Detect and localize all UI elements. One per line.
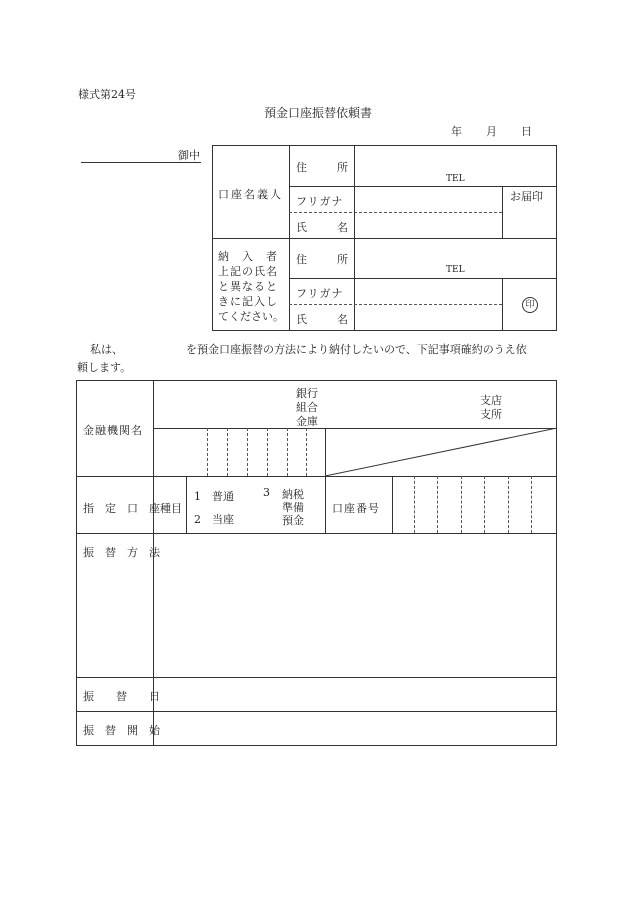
request-text-line1: を預金口座振替の方法により納付したいので、下記事項確約のうえ依 — [186, 343, 527, 356]
bank-row-divider-3 — [76, 677, 557, 678]
payer-name-label: 氏 名 — [296, 313, 348, 326]
account-type-tax-prep-number[interactable]: 3 — [263, 486, 270, 499]
bank-code-dash-1 — [207, 428, 208, 476]
payer-furigana-field[interactable] — [358, 283, 498, 301]
institution-label: 金融機関名 — [83, 424, 143, 437]
addressee-field[interactable] — [82, 148, 172, 162]
seal-mark-text: 印 — [525, 300, 535, 310]
holder-address-field[interactable] — [358, 150, 553, 170]
account-type-tax-prep-line-3[interactable]: 預金 — [282, 514, 304, 527]
holder-name-field[interactable] — [358, 216, 498, 234]
account-number-dash-6 — [531, 476, 532, 533]
transfer-method-field[interactable] — [160, 540, 550, 670]
bank-code-dash-2 — [227, 428, 228, 476]
branch-type-branch: 支店 — [480, 394, 502, 407]
bank-row-divider-2 — [76, 533, 557, 534]
payer-address-field[interactable] — [358, 242, 553, 262]
transfer-date-field[interactable] — [160, 684, 550, 704]
holder-row-divider-1 — [289, 186, 557, 187]
account-holder-label: 口座名義人 — [218, 188, 283, 201]
transfer-method-label: 振 替 方 法 — [83, 546, 160, 559]
transfer-start-label: 振 替 開 始 — [83, 724, 160, 737]
bank-code-dash-3 — [247, 428, 248, 476]
holder-furigana-divider — [289, 212, 502, 213]
branch-name-field[interactable] — [332, 390, 472, 420]
request-text-line2: 頼します。 — [77, 361, 132, 374]
account-type-current[interactable]: 2 当座 — [194, 513, 234, 526]
designated-account-label: 指 定 口 座 — [83, 502, 160, 515]
bank-row-divider-4 — [76, 711, 557, 712]
holder-furigana-label: フリガナ — [296, 195, 344, 208]
bank-type-vault: 金庫 — [296, 415, 318, 428]
account-number-label: 口座番号 — [332, 502, 380, 515]
payer-label-line-3: と異なると — [218, 280, 278, 293]
bank-name-field[interactable] — [160, 390, 288, 420]
type-options-divider — [325, 476, 326, 533]
account-number-dash-1 — [414, 476, 415, 533]
request-text-prefix: 私は、 — [90, 343, 123, 356]
account-type-tax-prep-line-1[interactable]: 納税 — [282, 488, 304, 501]
bank-type-union: 組合 — [296, 401, 318, 414]
holder-name-label: 氏 名 — [296, 221, 348, 234]
account-number-dash-3 — [461, 476, 462, 533]
branch-code-diagonal — [325, 428, 557, 476]
payer-tel-label: TEL — [446, 265, 465, 275]
account-type-tax-prep-line-2[interactable]: 準備 — [282, 501, 304, 514]
payer-label-line-5: てください。 — [218, 310, 284, 323]
seal-label: お届印 — [510, 190, 543, 203]
account-type-ordinary[interactable]: 1 普通 — [194, 490, 234, 503]
transfer-date-label: 振 替 日 — [83, 690, 160, 703]
account-number-dash-2 — [437, 476, 438, 533]
holder-furigana-field[interactable] — [358, 191, 498, 209]
holder-address-label: 住 所 — [296, 161, 348, 174]
payer-label-line-4: きに記入し — [218, 295, 278, 308]
addressee-suffix: 御中 — [178, 149, 200, 162]
payer-row-divider-1 — [289, 278, 557, 279]
transfer-start-field[interactable] — [160, 718, 550, 738]
date-day-label: 日 — [521, 125, 532, 138]
seal-col-divider — [502, 186, 503, 238]
branch-type-office: 支所 — [480, 408, 502, 421]
payer-furigana-label: フリガナ — [296, 287, 344, 300]
payment-item-field[interactable] — [126, 340, 182, 355]
account-number-dash-4 — [484, 476, 485, 533]
bank-type-bank: 銀行 — [296, 387, 318, 400]
date-year-label: 年 — [451, 125, 462, 138]
account-number-dash-5 — [508, 476, 509, 533]
type-label: 種目 — [160, 502, 182, 515]
form-title: 預金口座振替依頼書 — [264, 106, 373, 120]
account-number-label-divider — [392, 476, 393, 533]
seal-mark-icon — [522, 297, 538, 313]
payer-label-line-2: 上記の氏名 — [218, 265, 278, 278]
payer-address-label: 住 所 — [296, 253, 348, 266]
payer-label-line-1: 納 入 者 — [218, 250, 278, 263]
bank-code-dash-4 — [267, 428, 268, 476]
bank-code-dash-5 — [287, 428, 288, 476]
section-divider — [212, 238, 557, 239]
type-label-divider — [186, 476, 187, 533]
payer-furigana-divider — [289, 304, 502, 305]
holder-tel-label: TEL — [446, 174, 465, 184]
date-month-label: 月 — [486, 125, 497, 138]
form-number: 様式第24号 — [78, 88, 136, 101]
bank-code-dash-6 — [306, 428, 307, 476]
seal-col-divider-2 — [502, 278, 503, 331]
payer-name-field[interactable] — [358, 308, 498, 326]
